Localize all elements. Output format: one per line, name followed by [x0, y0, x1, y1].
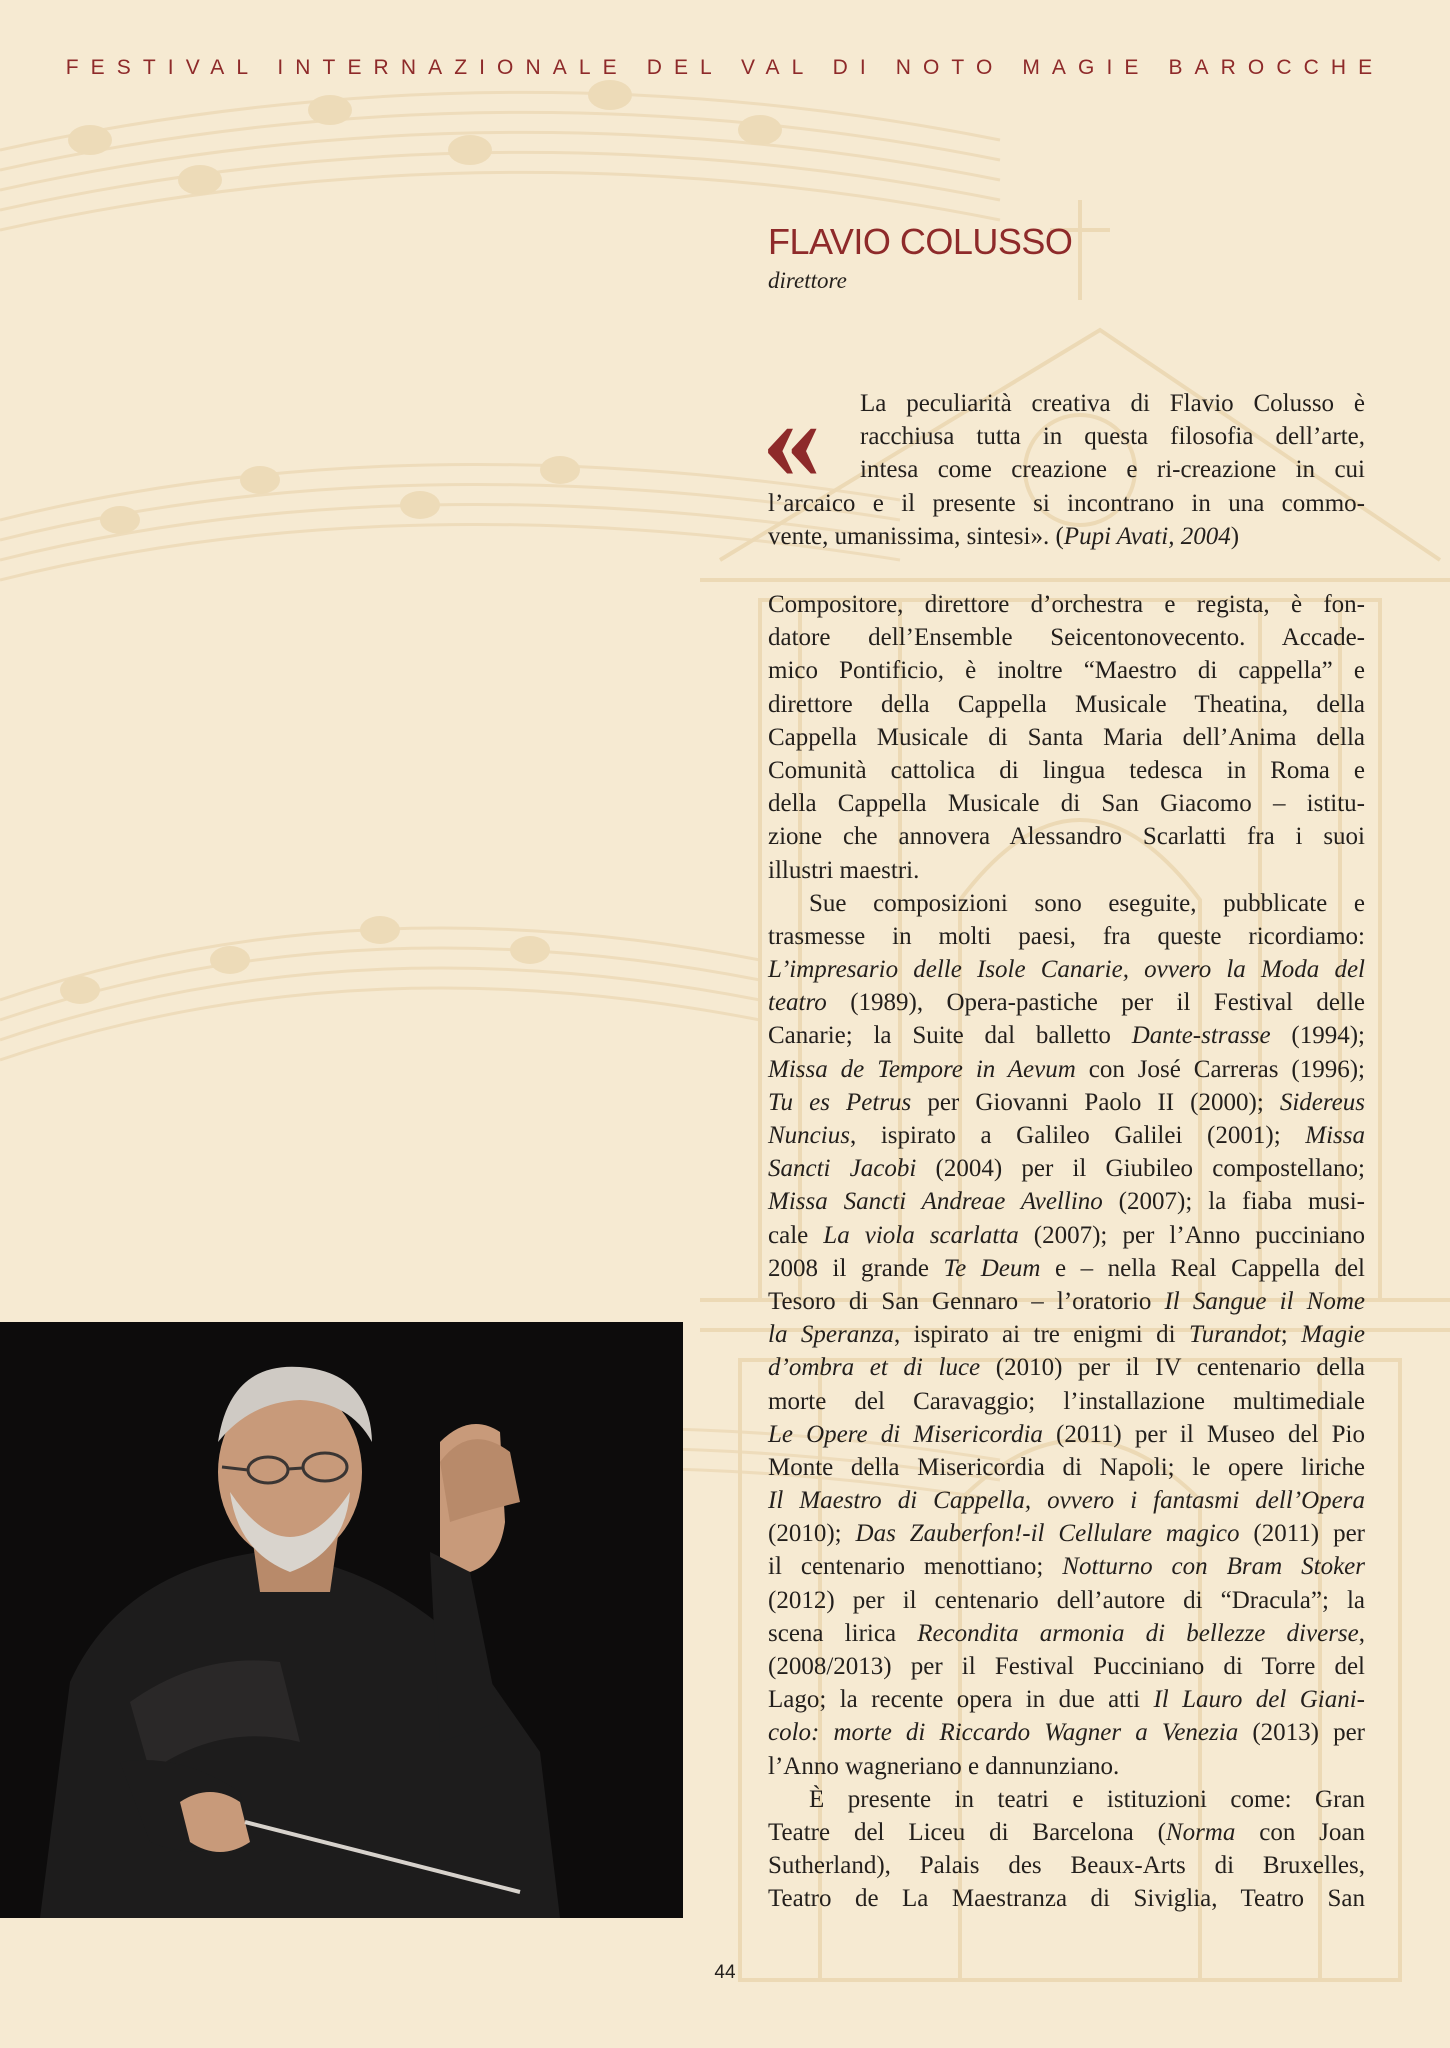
bio-line: mico Pontificio, è inoltre “Maestro di cappella” e [768, 657, 1365, 685]
bio-line: Tesoro di San Gennaro – l’oratorio Il Sangue il Nome [768, 1287, 1365, 1315]
bio-line: 2008 il grande Te Deum e – nella Real Cappella del [768, 1254, 1365, 1282]
bio-line: Le Opere di Misericordia (2011) per il Museo del Pio [768, 1420, 1366, 1448]
bio-line: teatro (1989), Opera-pastiche per il Festival delle [768, 989, 1365, 1017]
bio-line: (2010); Das Zauberfon!-il Cellulare magico (2011) per [768, 1520, 1365, 1548]
bio-line: il centenario menottiano; Notturno con Bram Stoker [768, 1553, 1365, 1581]
conductor-photo [0, 1322, 683, 1918]
bio-line: È presente in teatri e istituzioni come: Gran [809, 1785, 1365, 1813]
profile-heading [768, 220, 1072, 296]
bio-line: Comunità cattolica di lingua tedesca in Roma e [768, 756, 1365, 784]
bio-line: trasmesse in molti paesi, fra queste ricordiamo: [768, 922, 1365, 950]
bio-line: Cappella Musicale di Santa Maria dell’Anima della [768, 723, 1365, 751]
bio-line: Teatre del Liceu di Barcelona (Norma con Joan [768, 1818, 1366, 1846]
bio-line: Tu es Petrus per Giovanni Paolo II (2000); Sidereus [768, 1088, 1366, 1116]
bio-line: Sancti Jacobi (2004) per il Giubileo compostellano; [768, 1155, 1365, 1183]
bio-line: Canarie; la Suite dal balletto Dante-strasse (1994); [768, 1022, 1365, 1050]
bio-line: Il Maestro di Cappella, ovvero i fantasmi dell’Opera [768, 1487, 1365, 1515]
bio-line: la Speranza, ispirato ai tre enigmi di Turandot; Magie [768, 1321, 1366, 1349]
page-number: 44 [714, 1962, 736, 1983]
bio-line: colo: morte di Riccardo Wagner a Venezia (2013) per [768, 1719, 1366, 1747]
bio-line: Lago; la recente opera in due atti Il Lauro del Giani- [768, 1686, 1365, 1714]
quote-line: La peculiarità creativa di Flavio Colusso è [860, 390, 1365, 417]
quote-line: intesa come creazione e ri-creazione in cui [860, 456, 1365, 484]
bio-line: Missa de Tempore in Aevum con José Carreras (1996); [768, 1055, 1366, 1083]
bio-line: illustri maestri. [768, 856, 920, 884]
bio-line: l’Anno wagneriano e dannunziano. [768, 1752, 1120, 1780]
quote-mark-icon: « [762, 373, 805, 504]
bio-line: della Cappella Musicale di San Giacomo – istitu- [768, 790, 1365, 818]
bio-line: morte del Caravaggio; l’installazione multimediale [768, 1387, 1365, 1415]
artist-role: direttore [768, 268, 847, 293]
bio-line: Missa Sancti Andreae Avellino (2007); la fiaba musi- [768, 1188, 1365, 1216]
quote-line: vente, umanissima, sintesi». (Pupi Avati, 2004) [768, 522, 1240, 550]
quote-attribution: Pupi Avati, 2004 [1063, 522, 1231, 550]
bio-line: (2012) per il centenario dell’autore di “Dracula”; la [768, 1586, 1365, 1614]
bio-line: (2008/2013) per il Festival Pucciniano di Torre del [768, 1653, 1365, 1680]
bio-line: cale La viola scarlatta (2007); per l’Anno pucciniano [768, 1221, 1365, 1249]
bio-line: zione che annovera Alessandro Scarlatti fra i suoi [768, 823, 1365, 851]
bio-line: Compositore, direttore d’orchestra e regista, è fon- [768, 591, 1365, 618]
running-header: FESTIVAL INTERNAZIONALE DEL VAL DI NOTO MAGIE BAROCCHE [65, 56, 1385, 79]
quote-paragraph [768, 387, 1365, 553]
quote-line: racchiusa tutta in questa filosofia dell’arte, [860, 423, 1365, 451]
bio-line: Sue composizioni sono eseguite, pubblicate e [809, 889, 1365, 917]
bio-line: d’ombra et di luce (2010) per il IV centenario della [768, 1354, 1366, 1382]
bio-line: Teatro de La Maestranza di Siviglia, Teatro San [768, 1885, 1365, 1913]
bio-line: scena lirica Recondita armonia di bellezze diverse, [768, 1619, 1365, 1647]
bio-line: L’impresario delle Isole Canarie, ovvero la Moda del [768, 956, 1365, 984]
bio-line: Monte della Misericordia di Napoli; le opere liriche [768, 1453, 1365, 1481]
biography [768, 588, 1365, 1916]
quote-line: l’arcaico e il presente si incontrano in una commo- [768, 489, 1365, 517]
bio-line: direttore della Cappella Musicale Theatina, della [768, 690, 1365, 718]
bio-line: Nuncius, ispirato a Galileo Galilei (2001); Missa [768, 1122, 1365, 1149]
bio-line: datore dell’Ensemble Seicentonovecento. Accade- [768, 624, 1365, 652]
bio-line: Sutherland), Palais des Beaux-Arts di Bruxelles, [768, 1852, 1365, 1880]
artist-name: FLAVIO COLUSSO [768, 221, 1073, 262]
